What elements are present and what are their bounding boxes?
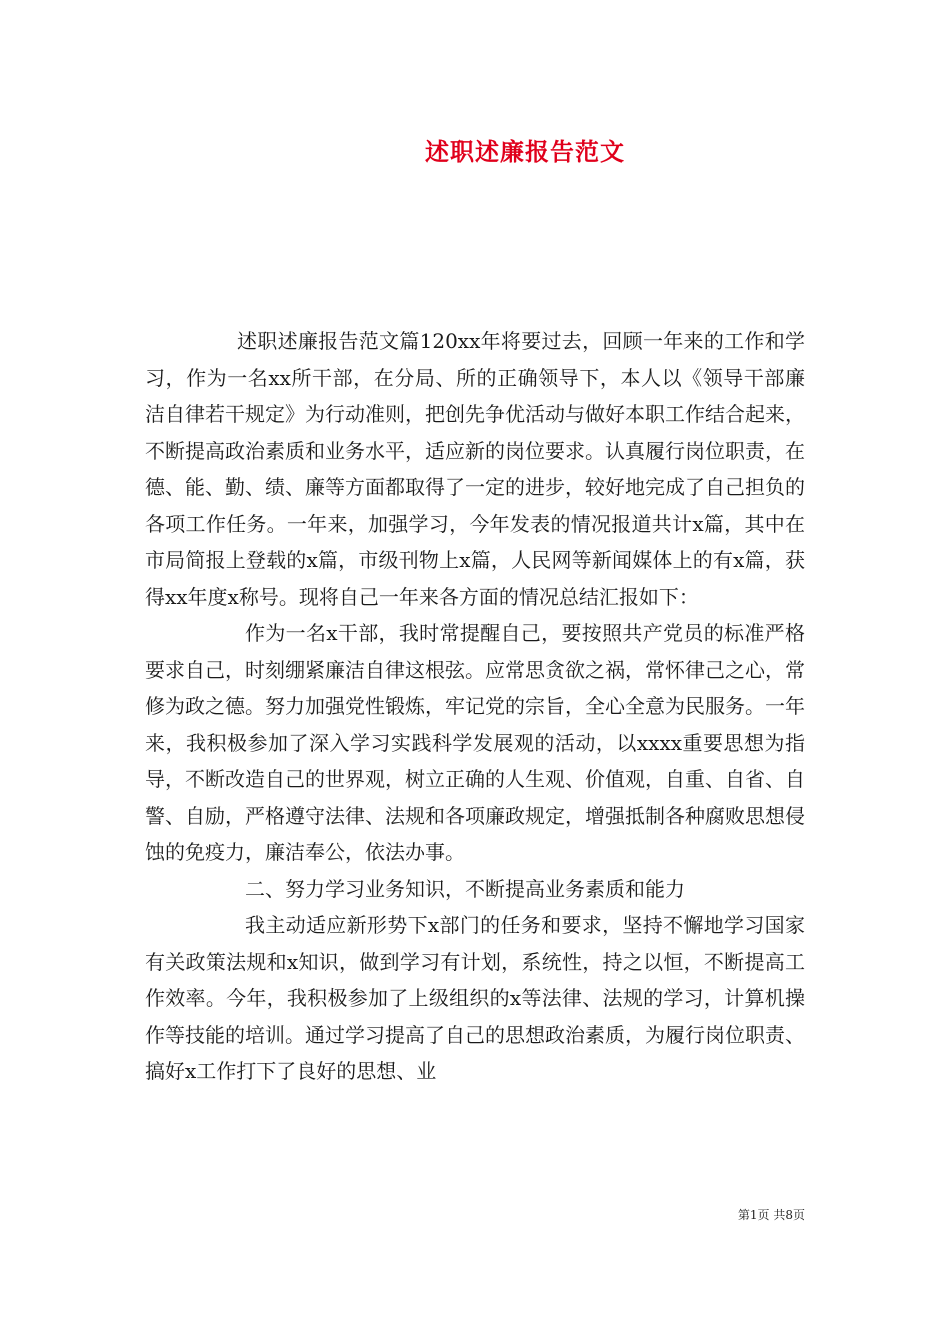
page-number: 第1页 共8页: [737, 1208, 805, 1222]
section-heading-2: 二、努力学习业务知识，不断提高业务素质和能力: [245, 876, 685, 901]
paragraph-study: 我主动适应新形势下x部门的任务和要求，坚持不懈地学习国家有关政策法规和x知识，做到学习有计划，系统性，持之以恒，不断提高工作效率。今年，我积极参加了上级组织的x等法律、法规的学习，计算机操作等技能的培训。通过学习提高了自己的思想政治素质，为履行岗位职责、搞好x工作打下了良好的思想、业: [145, 913, 805, 1083]
document-body: [145, 323, 805, 1090]
paragraph-intro: 述职述廉报告范文篇120xx年将要过去，回顾一年来的工作和学习，作为一名xx所干部，在分局、所的正确领导下，本人以《领导干部廉洁自律若干规定》为行动准则，把创先争优活动与做好本职工作结合起来，不断提高政治素质和业务水平，适应新的岗位要求。认真履行岗位职责，在德、能、勤、绩、廉等方面都取得了一定的进步，较好地完成了自己担负的各项工作任务。一年来，加强学习，今年发表的情况报道共计x篇，其中在市局简报上登载的x篇，市级刊物上x篇，人民网等新闻媒体上的有x篇，获得xx年度x称号。现将自己一年来各方面的情况总结汇报如下：: [145, 329, 805, 609]
document-title: 述职述廉报告范文: [425, 137, 625, 166]
paragraph-integrity: 作为一名x干部，我时常提醒自己，要按照共产党员的标准严格要求自己，时刻绷紧廉洁自律这根弦。应常思贪欲之祸，常怀律己之心，常修为政之德。努力加强党性锻炼，牢记党的宗旨，全心全意为民服务。一年来，我积极参加了深入学习实践科学发展观的活动，以xxxx重要思想为指导，不断改造自己的世界观，树立正确的人生观、价值观，自重、自省、自警、自励，严格遵守法律、法规和各项廉政规定，增强抵制各种腐败思想侵蚀的免疫力，廉洁奉公，依法办事。: [145, 621, 805, 864]
